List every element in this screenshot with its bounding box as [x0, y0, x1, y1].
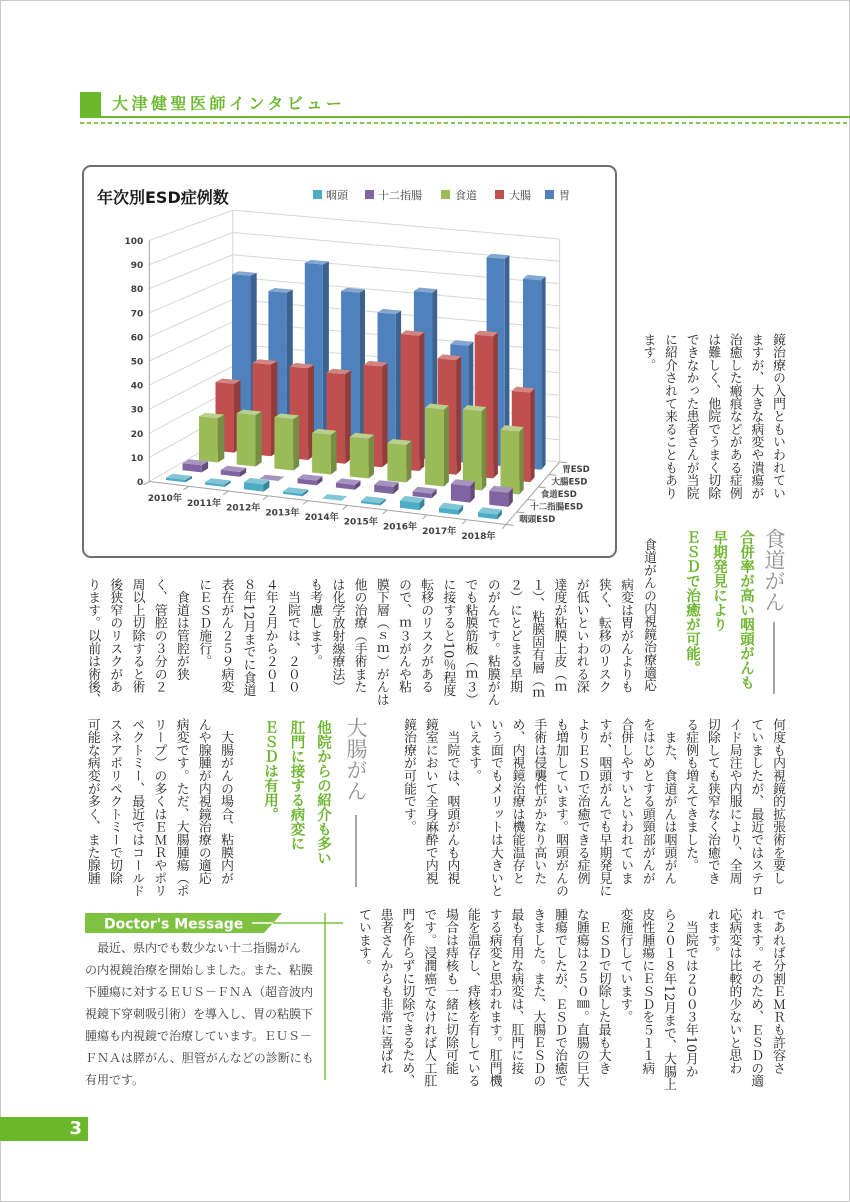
- bar-s2-c1: [237, 410, 262, 467]
- header-dashed-rule: [80, 122, 850, 124]
- x-category-label: 2017年: [422, 527, 457, 538]
- text-line: んや腺腫が内視鏡治療の適応: [195, 718, 211, 885]
- bar-side-face: [541, 277, 545, 470]
- text-line: すが、咽頭がんでも早期発見に: [596, 718, 612, 898]
- message-line: 有用です。: [85, 1073, 145, 1087]
- text-line: ますが、大きな病変や潰瘍が: [748, 333, 764, 500]
- text-line: 大腸がんの場合、粘膜内が: [218, 718, 233, 885]
- text-line: は難しく、他院でうまく切除: [705, 333, 721, 500]
- text-line: れます。: [704, 908, 720, 960]
- esophagus-text: [81, 578, 636, 706]
- bar-side-face: [293, 415, 299, 470]
- bar-side-face: [369, 435, 374, 479]
- y-tick-label: 0: [137, 478, 144, 488]
- text-line: 当院では２００３年10月か: [682, 908, 698, 1078]
- colon-text: [81, 718, 236, 897]
- bar-front-face: [274, 417, 293, 470]
- text-line: 転移のリスクがある: [418, 578, 434, 694]
- message-line: 腫瘍も内視鏡で治療しています。ＥＵＳ－: [85, 1029, 313, 1043]
- text-line: る症例も増えてきました。: [683, 718, 699, 872]
- text-line: できなかった患者さんが当院: [683, 333, 699, 500]
- text-line: でも粘膜筋板（ｍ３）: [462, 578, 478, 706]
- text-line: も考慮します。: [307, 578, 323, 668]
- text-line: 病変です。ただ、大腸腫瘍（ポ: [173, 718, 189, 898]
- text-line: ら２０１８年12月まで、大腸上: [661, 908, 677, 1091]
- chart-title: 年次別ESD症例数: [97, 188, 229, 207]
- y-tick-label: 20: [130, 429, 144, 440]
- text-line: 変施行しています。: [617, 908, 633, 1024]
- x-category-label: 2015年: [343, 517, 378, 528]
- y-tick-label: 30: [130, 405, 144, 416]
- message-line: 視鏡下穿刺吸引術）を導入し、胃の粘膜下: [85, 1007, 314, 1021]
- text-line: 当院では、咽頭がんも内視: [444, 718, 460, 885]
- page-header-title: 大津健聖医師インタビュー: [112, 94, 346, 113]
- bar-side-face: [331, 431, 337, 475]
- text-line: よりＥＳＤで治癒できる症例: [574, 718, 590, 885]
- text-line: １）、粘膜固有層（ｍ: [529, 578, 545, 700]
- message-line: 下腫瘍に対するＥＵＳ－ＦＮＡ（超音波内: [85, 985, 314, 999]
- text-line: に紹介されて来ることもあり: [662, 333, 678, 500]
- subheading-line: 他院からの紹介も多い: [315, 720, 331, 865]
- bar-s1-c5: [374, 480, 398, 494]
- esd-chart: [82, 165, 618, 559]
- header-marker: [80, 92, 101, 117]
- section-subheading-colon: [257, 720, 337, 865]
- text-line: きました。また、大腸ＥＳＤの: [530, 908, 546, 1088]
- depth-axis-label: 大腸ESD: [551, 477, 588, 488]
- bar-front-face: [489, 491, 508, 507]
- legend-label: 胃: [559, 189, 570, 202]
- section-title-colon: 大腸がん: [344, 717, 368, 801]
- bar-s0-c6: [400, 496, 424, 510]
- esophagus-text-lead: [637, 538, 659, 692]
- text-line: 達度が粘膜上皮（ｍ: [551, 578, 567, 694]
- bar-side-face: [519, 427, 523, 494]
- message-line: の内視鏡治療を開始しました。また、粘膜: [85, 963, 314, 977]
- text-line: 能を温存し、痔核を有している: [464, 908, 480, 1088]
- bar-side-face: [493, 332, 498, 478]
- bar-s1-c8: [489, 486, 513, 507]
- bar-side-face: [444, 406, 449, 487]
- subheading-line: ＥＳＤで治癒が可能。: [684, 530, 700, 675]
- bar-side-face: [382, 363, 388, 468]
- x-category-label: 2014年: [304, 513, 339, 523]
- text-line: する病変と思われます。肛門機: [486, 908, 502, 1088]
- text-line: ＥＳＤで切除した最も大き: [595, 908, 611, 1075]
- bar-s2-c4: [350, 433, 374, 479]
- depth-tick-mark: [560, 462, 567, 463]
- text-line: に接すると10％程度: [440, 578, 456, 697]
- text-line: め、内視鏡治療は機能温存と: [509, 718, 525, 885]
- text-line: 膜下層（ｓｍ）がんは: [373, 578, 389, 706]
- text-line: 皮性腫瘍にＥＳＤを５１１病: [639, 908, 655, 1075]
- bar-front-face: [425, 408, 444, 487]
- text-line: 後狭窄のリスクがあ: [107, 578, 123, 694]
- text-line: く、管腔の３分の２: [151, 578, 167, 694]
- bar-side-face: [419, 332, 424, 471]
- legend-swatch: [495, 190, 504, 199]
- depth-axis-label: 胃ESD: [562, 465, 590, 476]
- esophagus-text-continued: [397, 718, 788, 897]
- legend-label: 咽頭: [326, 189, 348, 202]
- text-line: ていましたが、最近ではステロ: [748, 718, 764, 898]
- subheading-line: 早期発見により: [711, 530, 727, 632]
- text-line: イド局注や内服により、全周: [726, 718, 742, 885]
- text-line: ８年12月までに食道: [240, 578, 256, 697]
- bar-front-face: [350, 437, 369, 479]
- text-line: であれば分割ＥＭＲも許容さ: [770, 908, 785, 1075]
- text-line: リープ）の多くはＥＭＲやポリ: [151, 718, 167, 898]
- text-line: 鏡治療が可能です。: [401, 718, 417, 834]
- text-line: 鏡室において全身麻酔で内視: [422, 718, 438, 885]
- legend-swatch: [313, 190, 322, 199]
- depth-axis-label: 咽頭ESD: [519, 515, 556, 526]
- legend-swatch: [441, 190, 450, 199]
- bar-s2-c6: [425, 404, 449, 487]
- y-tick-label: 70: [130, 309, 144, 320]
- text-line: 病変は胃がんよりも: [618, 578, 633, 694]
- message-line: 最近、県内でも数少ない十二指腸がん: [85, 941, 302, 955]
- text-line: 切除しても狭窄なく治癒でき: [704, 718, 720, 885]
- text-line: 当院では、２００: [284, 578, 300, 694]
- bar-s2-c8: [501, 425, 524, 494]
- text-line: のがんです。粘膜がん: [484, 578, 500, 706]
- legend-swatch: [545, 190, 554, 199]
- doctors-message-body: [85, 937, 314, 1091]
- y-tick-label: 60: [130, 333, 144, 344]
- text-line: も増加しています。咽頭がんの: [552, 718, 568, 898]
- y-tick-label: 90: [130, 261, 144, 272]
- legend-label: 十二指腸: [378, 189, 422, 202]
- x-category-label: 2012年: [226, 503, 261, 514]
- y-tick-label: 80: [130, 285, 144, 296]
- bar-side-face: [482, 407, 487, 491]
- message-line: ＦＮＡは膵がん、胆管がんなどの診断にも: [85, 1051, 314, 1065]
- text-line: が低いといわれる深: [573, 578, 589, 694]
- x-category-label: 2013年: [265, 508, 300, 519]
- text-line: 食道は管腔が狭: [173, 578, 189, 681]
- text-line: 手術は侵襲性がかなり高いた: [531, 718, 547, 885]
- subheading-line: 肛門に接する病変に: [288, 720, 305, 851]
- text-line: 門を作らずに切除できるため、: [399, 908, 415, 1088]
- text-line: れます。そのため、ＥＳＤの適: [748, 908, 764, 1088]
- text-line: 最も有用な病変は、肛門に接: [508, 908, 524, 1075]
- text-line: また、食道がんは咽頭がん: [661, 718, 677, 885]
- x-category-label: 2018年: [461, 531, 496, 542]
- bar-front-face: [387, 443, 406, 482]
- bar-s2-c0: [199, 413, 224, 463]
- text-line: 合併しやすいといわれていま: [618, 718, 634, 885]
- bar-side-face: [456, 356, 461, 475]
- legend-label: 食道: [455, 189, 477, 202]
- bar-side-face: [396, 311, 401, 457]
- text-line: 治癒した瘢痕などがある症例: [726, 333, 742, 500]
- colon-text-continued: [352, 908, 788, 1091]
- depth-axis-label: 食道ESD: [540, 490, 577, 501]
- text-line: いえます。: [466, 718, 482, 782]
- depth-tick-mark: [549, 474, 556, 475]
- x-category-label: 2011年: [186, 498, 222, 509]
- text-line: です。浸潤癌でなければ人工肛: [421, 908, 437, 1088]
- depth-axis-label: 十二指腸ESD: [530, 502, 584, 513]
- text-line: 腫瘍でしたが、ＥＳＤで治癒で: [552, 908, 568, 1088]
- text-line: ペクトミー、最近ではコールド: [129, 718, 145, 898]
- subheading-line: 合併率が高い咽頭がんも: [738, 530, 754, 690]
- header-rule: [80, 116, 850, 118]
- section-subheading-esophagus: [678, 530, 759, 690]
- text-line: ています。: [355, 908, 371, 972]
- bar-front-face: [199, 416, 218, 462]
- text-line: 他の治療（手術また: [351, 578, 367, 694]
- text-line: 周以上切除すると術: [129, 578, 145, 694]
- bar-front-face: [237, 413, 256, 466]
- bar-front-face: [463, 409, 482, 490]
- bar-s2-c3: [312, 429, 337, 475]
- intro-text: [637, 333, 788, 499]
- y-tick-label: 50: [130, 357, 144, 368]
- section-title-rule: [773, 622, 775, 694]
- text-line: 患者さんからも非常に喜ばれ: [377, 908, 393, 1075]
- text-line: ４年２月から２０１: [262, 578, 278, 694]
- text-line: 応病変は比較的少ないと思わ: [726, 908, 742, 1075]
- text-line: 場合は痔核も一緒に切除可能: [443, 908, 459, 1075]
- bar-front-face: [312, 433, 331, 475]
- text-line: 可能な病変が多く、また腺腫: [84, 718, 100, 885]
- bar-front-face: [501, 430, 520, 495]
- bar-s2-c5: [387, 439, 411, 483]
- bar-side-face: [256, 412, 262, 467]
- y-tick-label: 10: [130, 453, 144, 464]
- bar-side-face: [406, 441, 411, 483]
- bar-s2-c2: [274, 414, 299, 471]
- legend-swatch: [365, 190, 374, 199]
- text-line: な腫瘍は２５０㎜。直腸の巨大: [573, 908, 589, 1088]
- esd-chart-canvas: [82, 165, 618, 559]
- bar-side-face: [218, 415, 225, 463]
- text-line: は化学放射線療法）: [329, 578, 345, 694]
- x-category-label: 2010年: [147, 494, 182, 505]
- text-line: 何度も内視鏡的拡張術を要し: [770, 718, 785, 885]
- bar-s0-c2: [244, 478, 269, 492]
- x-category-label: 2016年: [382, 522, 418, 533]
- text-line: 表在がん２５９病変: [218, 578, 234, 694]
- text-line: ます。: [640, 333, 656, 372]
- text-line: いう面でもメリットは大きいと: [487, 718, 503, 898]
- text-line: 鏡治療の入門ともいわれてい: [770, 333, 785, 500]
- bar-front-face: [451, 484, 470, 503]
- bar-s2-c7: [463, 405, 487, 490]
- subheading-line: ＥＳＤは有用。: [262, 720, 278, 822]
- text-line: ２）にとどまる早期: [506, 578, 522, 694]
- bar-side-face: [530, 388, 534, 482]
- text-line: にＥＳＤ施行。: [196, 578, 212, 668]
- y-tick-label: 40: [130, 381, 144, 392]
- text-line: スネアポリペクトミーで切除: [106, 718, 122, 885]
- text-line: 食道がんの内視鏡治療適応: [641, 538, 656, 692]
- text-line: ります。以前は術後、: [85, 578, 101, 706]
- y-tick-label: 100: [124, 237, 144, 247]
- legend-label: 大腸: [509, 189, 531, 202]
- bar-s1-c0: [183, 459, 209, 472]
- doctors-message-label: Doctor's Message: [104, 916, 244, 933]
- text-line: をはじめとする頭頸部がんが: [639, 718, 655, 885]
- text-line: 狭く、転移のリスク: [595, 578, 611, 694]
- section-title-esophagus: 食道がん: [762, 528, 786, 612]
- bar-s1-c7: [451, 479, 475, 502]
- page-number: 3: [0, 1117, 88, 1141]
- section-title-rule: [355, 815, 357, 887]
- text-line: ので、ｍ３がんや粘: [395, 578, 411, 694]
